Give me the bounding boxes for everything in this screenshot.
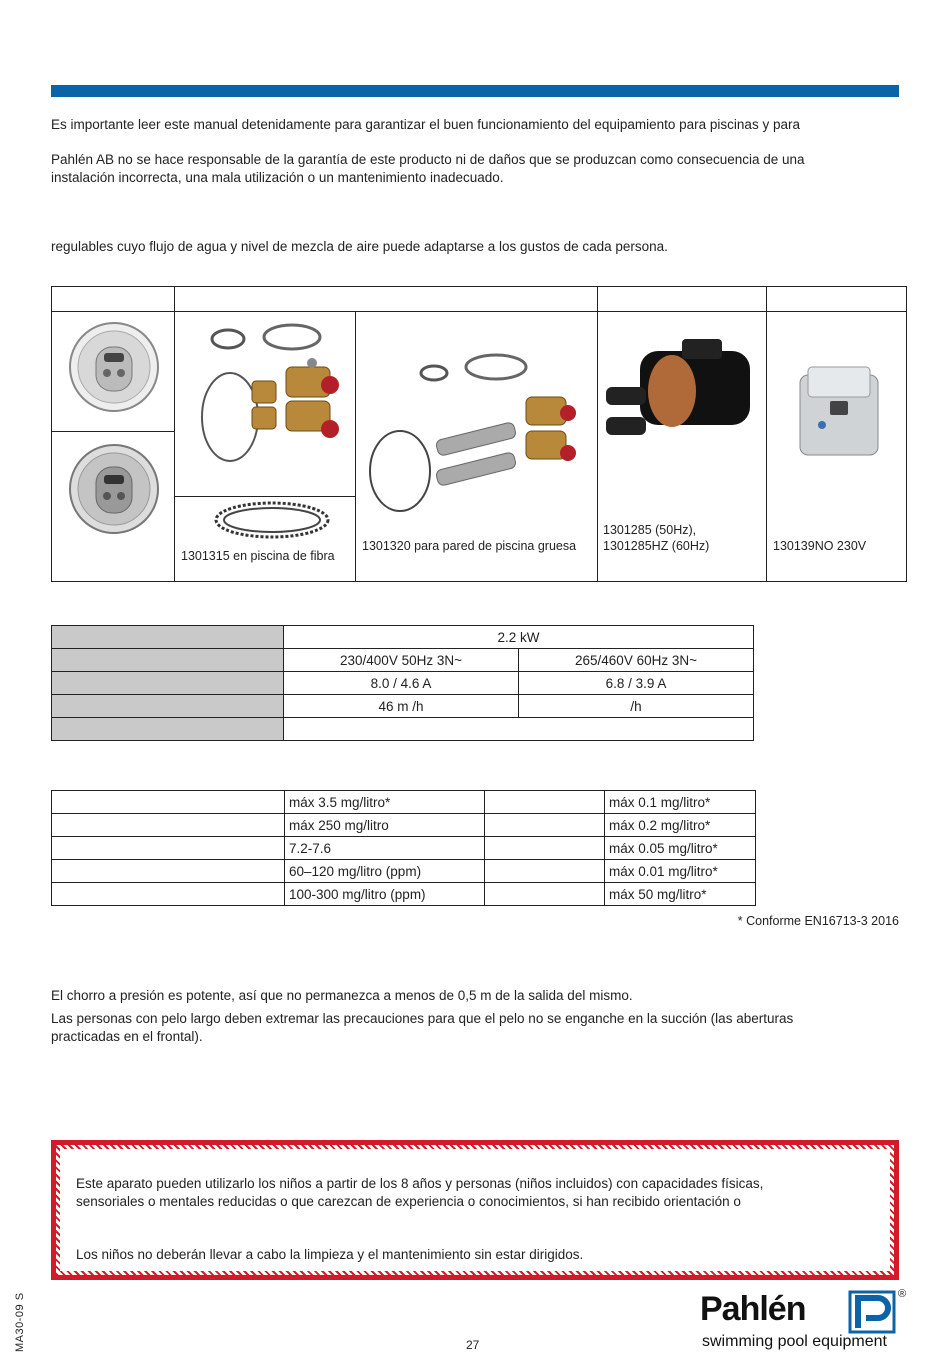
water-cell: máx 0.01 mg/litro* bbox=[605, 860, 756, 883]
safety-paragraph-1: El chorro a presión es potente, así que no permanezca a menos de 0,5 m de la salida del mismo. bbox=[51, 988, 633, 1003]
warning-box bbox=[51, 1140, 899, 1280]
table-row bbox=[52, 695, 754, 718]
page-number: 27 bbox=[466, 1338, 480, 1352]
table-row bbox=[52, 626, 754, 649]
spec-power: 2.2 kW bbox=[284, 626, 754, 649]
spec-flow-a: 46 m /h bbox=[284, 695, 519, 718]
table-row bbox=[52, 672, 754, 695]
water-cell: máx 0.2 mg/litro* bbox=[605, 814, 756, 837]
control-box-icon bbox=[790, 361, 890, 465]
warning-line-3: Los niños no deberán llevar a cabo la limpieza y el mantenimiento sin estar dirigidos. bbox=[76, 1247, 584, 1262]
table-row bbox=[52, 814, 756, 837]
water-cell: 100-300 mg/litro (ppm) bbox=[285, 883, 485, 906]
table-row bbox=[52, 883, 756, 906]
pump-icon bbox=[602, 321, 762, 471]
spec-table bbox=[51, 625, 754, 741]
water-cell: 7.2-7.6 bbox=[285, 837, 485, 860]
warning-line-1: Este aparato pueden utilizarlo los niños a partir de los 8 años y personas (niños incluidos) con capacidades físicas, bbox=[76, 1176, 764, 1191]
table-row bbox=[52, 649, 754, 672]
jet-cover-icon bbox=[66, 317, 162, 417]
table-row bbox=[52, 791, 756, 814]
caption-fibra: 1301315 en piscina de fibra bbox=[181, 549, 335, 563]
water-cell: máx 50 mg/litro* bbox=[605, 883, 756, 906]
spec-voltage-a: 230/400V 50Hz 3N~ bbox=[284, 649, 519, 672]
caption-pump-line-2: 1301285HZ (60Hz) bbox=[603, 539, 710, 553]
jet-cover-steel-icon bbox=[66, 439, 162, 539]
mounting-ring-icon bbox=[212, 499, 332, 541]
water-cell: máx 3.5 mg/litro* bbox=[285, 791, 485, 814]
standard-note: * Conforme EN16713-3 2016 bbox=[737, 914, 899, 928]
water-quality-table bbox=[51, 790, 756, 906]
installation-kit-fibra-icon bbox=[180, 317, 352, 489]
water-cell: máx 250 mg/litro bbox=[285, 814, 485, 837]
safety-paragraph-2-line-2: practicadas en el frontal). bbox=[51, 1029, 203, 1044]
table-row bbox=[52, 837, 756, 860]
water-cell: máx 0.05 mg/litro* bbox=[605, 837, 756, 860]
table-row bbox=[52, 718, 754, 741]
registered-mark: ® bbox=[898, 1288, 907, 1300]
table-row bbox=[52, 860, 756, 883]
document-code: MA30-09 S bbox=[14, 1292, 26, 1352]
intro-paragraph-1: Es importante leer este manual detenidamente para garantizar el buen funcionamiento del equipamiento para piscinas y para bbox=[51, 117, 800, 132]
spec-current-a: 8.0 / 4.6 A bbox=[284, 672, 519, 695]
caption-control-box: 130139NO 230V bbox=[773, 539, 867, 553]
spec-flow-b: /h bbox=[519, 695, 754, 718]
brand-tagline: swimming pool equipment bbox=[702, 1333, 887, 1350]
spec-current-b: 6.8 / 3.9 A bbox=[519, 672, 754, 695]
installation-kit-thick-wall-icon bbox=[360, 331, 592, 517]
intro-paragraph-2-line-2: instalación incorrecta, una mala utilización o un mantenimiento inadecuado. bbox=[51, 170, 504, 185]
brand-logo-icon bbox=[848, 1290, 896, 1334]
caption-thick-wall: 1301320 para pared de piscina gruesa bbox=[362, 539, 577, 553]
header-bar bbox=[51, 85, 899, 97]
water-cell: 60–120 mg/litro (ppm) bbox=[285, 860, 485, 883]
safety-paragraph-2-line-1: Las personas con pelo largo deben extremar las precauciones para que el pelo no se enganche en la succión (las aberturas bbox=[51, 1011, 794, 1026]
brand-logo-text: Pahlén bbox=[700, 1290, 806, 1328]
warning-line-2: sensoriales o mentales reducidas o que carezcan de experiencia o conocimientos, si han recibido orientación o bbox=[76, 1194, 741, 1209]
caption-pump-line-1: 1301285 (50Hz), bbox=[603, 523, 697, 537]
intro-paragraph-3: regulables cuyo flujo de agua y nivel de mezcla de aire puede adaptarse a los gustos de cada persona. bbox=[51, 239, 668, 254]
water-cell: máx 0.1 mg/litro* bbox=[605, 791, 756, 814]
product-table bbox=[51, 286, 907, 582]
intro-paragraph-2-line-1: Pahlén AB no se hace responsable de la garantía de este producto ni de daños que se produzcan como consecuencia de una bbox=[51, 152, 805, 167]
spec-voltage-b: 265/460V 60Hz 3N~ bbox=[519, 649, 754, 672]
